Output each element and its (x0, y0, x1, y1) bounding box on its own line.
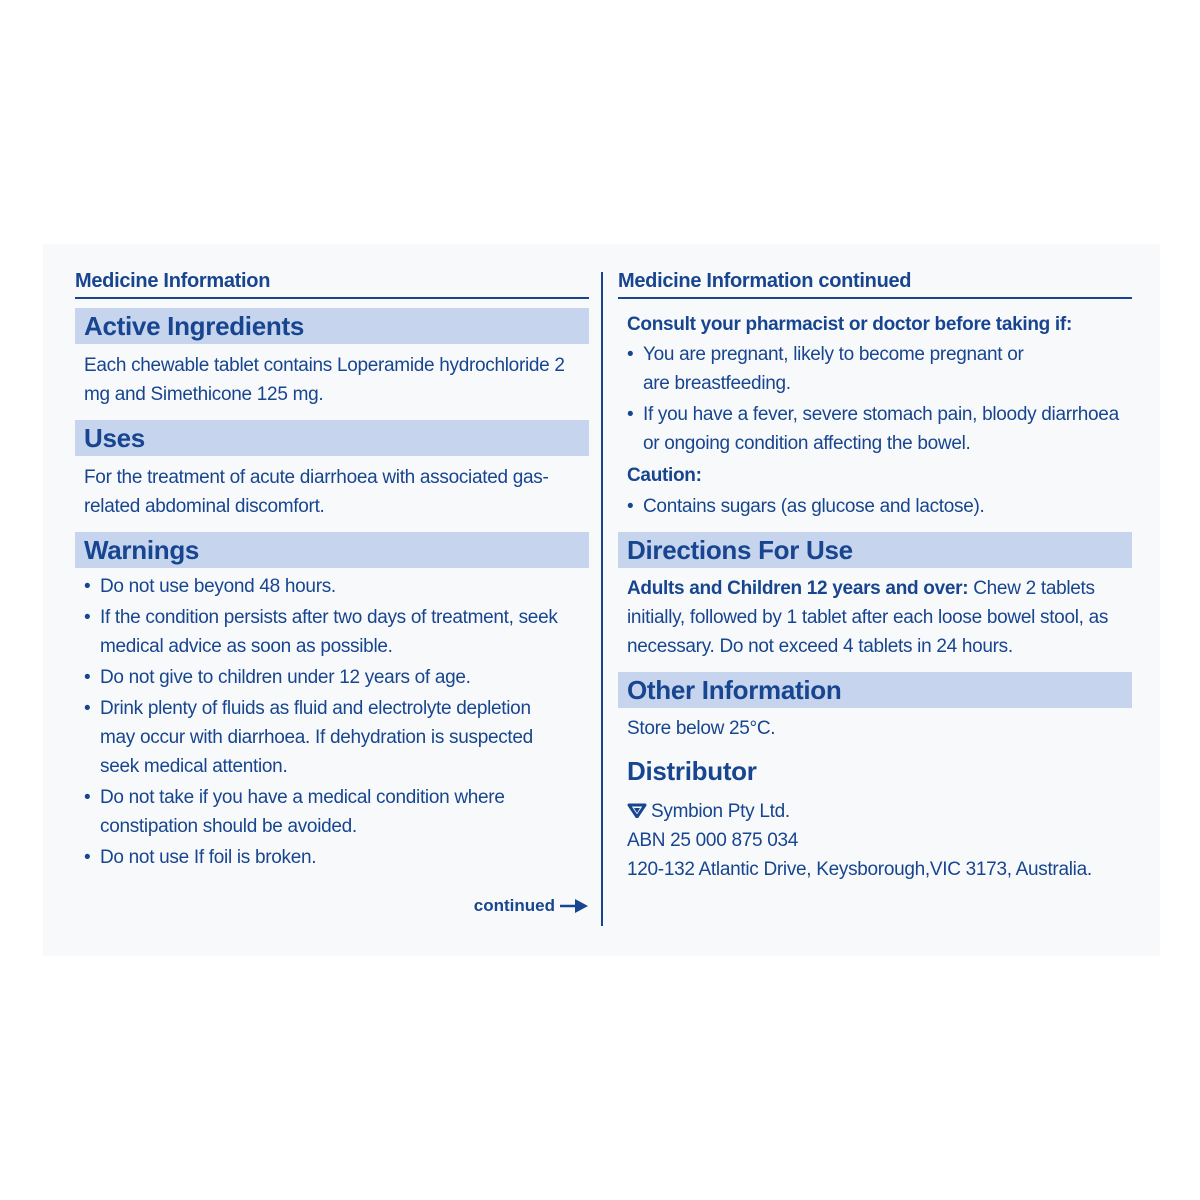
distributor-details (627, 797, 1132, 884)
warning-item: • If the condition persists after two days of treatment, seek medical advice as soon as possible. (84, 607, 558, 657)
distributor-name-line (627, 797, 1132, 826)
warning-item: • Do not take if you have a medical condition where constipation should be avoided. (84, 787, 505, 837)
continued-label (474, 896, 589, 916)
arrow-right-icon (559, 898, 589, 914)
caution-item: • Contains sugars (as glucose and lactose). (627, 496, 985, 517)
medicine-info-panel (43, 244, 1160, 956)
distributor-address: 120-132 Atlantic Drive, Keysborough,VIC 3173, Australia. (627, 859, 1092, 880)
column-divider (601, 272, 603, 926)
warnings-list (84, 572, 569, 872)
right-column-title: Medicine Information continued (618, 270, 1132, 299)
caution-heading: Caution: (627, 465, 702, 486)
caution-list (627, 492, 1132, 521)
symbion-logo-icon (627, 802, 647, 818)
distributor-heading: Distributor (627, 756, 757, 786)
consult-list (627, 340, 1132, 458)
directions-heading: Directions For Use (618, 532, 1132, 568)
warning-item: • Do not use beyond 48 hours. (84, 576, 336, 597)
warning-item: • Do not give to children under 12 years of age. (84, 667, 471, 688)
directions-body: Chew 2 tablets initially, followed by 1 tablet after each loose bowel stool, as necessary. Do not exceed 4 tablets in 24 hours. (627, 578, 1109, 657)
active-ingredients-heading: Active Ingredients (75, 308, 589, 344)
warning-item: • Do not use If foil is broken. (84, 847, 317, 868)
warning-item: • Drink plenty of fluids as fluid and electrolyte depletion may occur with diarrhoea. If dehydration is suspected seek medical attention. (84, 698, 533, 777)
continued-text: continued (473, 896, 555, 915)
consult-heading: Consult your pharmacist or doctor before taking if: (627, 314, 1072, 335)
uses-text: For the treatment of acute diarrhoea with associated gas-related abdominal discomfort. (84, 467, 549, 517)
consult-item: • You are pregnant, likely to become pregnant or are breastfeeding. (627, 344, 1024, 394)
consult-item: • If you have a fever, severe stomach pain, bloody diarrhoea or ongoing condition affecting the bowel. (627, 404, 1119, 454)
distributor-name: Symbion Pty Ltd. (651, 801, 790, 822)
warnings-heading: Warnings (75, 532, 589, 568)
other-info-text: Store below 25°C. (627, 718, 776, 739)
other-info-heading: Other Information (618, 672, 1132, 708)
active-ingredients-text: Each chewable tablet contains Loperamide hydrochloride 2 mg and Simethicone 125 mg. (84, 355, 565, 405)
directions-lead: Adults and Children 12 years and over: (627, 578, 969, 599)
directions-text (627, 574, 1132, 661)
left-column-title: Medicine Information (75, 270, 589, 299)
uses-heading: Uses (75, 420, 589, 456)
distributor-abn: ABN 25 000 875 034 (627, 830, 799, 851)
